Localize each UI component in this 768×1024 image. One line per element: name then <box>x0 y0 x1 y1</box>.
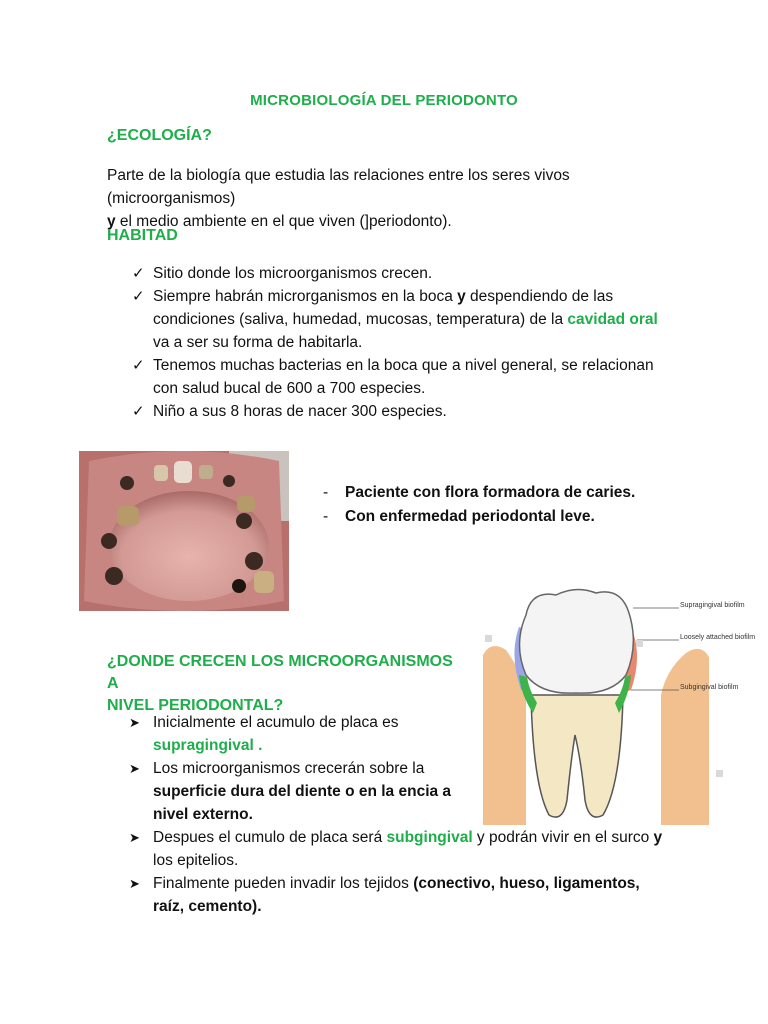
list-item: ➤ Los microorganismos crecerán sobre la superficie dura del diente o en la encia a nivel externo. <box>107 757 667 826</box>
check-icon: ✓ <box>132 357 145 374</box>
arrow-bullet-icon: ➤ <box>129 876 140 891</box>
label-subgingival-biofilm: Subgingival biofilm <box>680 684 739 691</box>
habitat-list <box>107 262 667 423</box>
habitat-heading: HABITAD <box>107 227 178 244</box>
list-item: ✓ Siempre habrán microrganismos en la boca y despendiendo de las condiciones (saliva, humedad, mucosas, temperatura) de la cavidad oral va a ser su forma de habitarla. <box>107 285 667 354</box>
arrow-bullet-icon: ➤ <box>129 830 140 845</box>
list-item: - Con enfermedad periodontal leve. <box>323 508 595 525</box>
document-title: MICROBIOLOGÍA DEL PERIODONTO <box>250 92 518 109</box>
list-item: ➤ Finalmente pueden invadir los tejidos (conectivo, hueso, ligamentos, raíz, cemento). <box>107 872 667 918</box>
arrow-bullet-icon: ➤ <box>129 715 140 730</box>
label-supragingival-biofilm: Supragingival biofilm <box>680 602 745 609</box>
ecologia-y: y <box>107 213 116 230</box>
donde-list <box>107 711 667 918</box>
ecologia-heading: ¿ECOLOGÍA? <box>107 127 212 144</box>
ecologia-paragraph <box>107 164 667 233</box>
list-item: - Paciente con flora formadora de caries. <box>323 484 636 501</box>
arrow-bullet-icon: ➤ <box>129 761 140 776</box>
list-item: ➤ Despues el cumulo de placa será subgingival y podrán vivir en el surco y los epitelios. <box>107 826 667 872</box>
check-icon: ✓ <box>132 403 145 420</box>
list-item: ✓ Sitio donde los microorganismos crecen. <box>107 262 667 285</box>
patient-notes <box>323 481 635 529</box>
mouth-photo-drawing <box>79 451 289 611</box>
check-icon: ✓ <box>132 288 145 305</box>
donde-heading: ¿DONDE CRECEN LOS MICROORGANISMOS A NIVEL PERIODONTAL? <box>107 653 453 714</box>
list-item: ✓ Niño a sus 8 horas de nacer 300 especies. <box>107 400 667 423</box>
ecologia-line2: el medio ambiente en el que viven (]periodonto). <box>115 213 452 230</box>
list-item: ➤ Inicialmente el acumulo de placa es supragingival . <box>107 711 667 757</box>
list-item: ✓ Tenemos muchas bacterias en la boca que a nivel general, se relacionan con salud bucal de 600 a 700 especies. <box>107 354 667 400</box>
ecologia-line1: Parte de la biología que estudia las relaciones entre los seres vivos (microorganismos) <box>107 167 570 207</box>
mouth-photo <box>79 451 289 611</box>
check-icon: ✓ <box>132 265 145 282</box>
label-loosely-attached-biofilm: Loosely attached biofilm <box>680 634 756 641</box>
